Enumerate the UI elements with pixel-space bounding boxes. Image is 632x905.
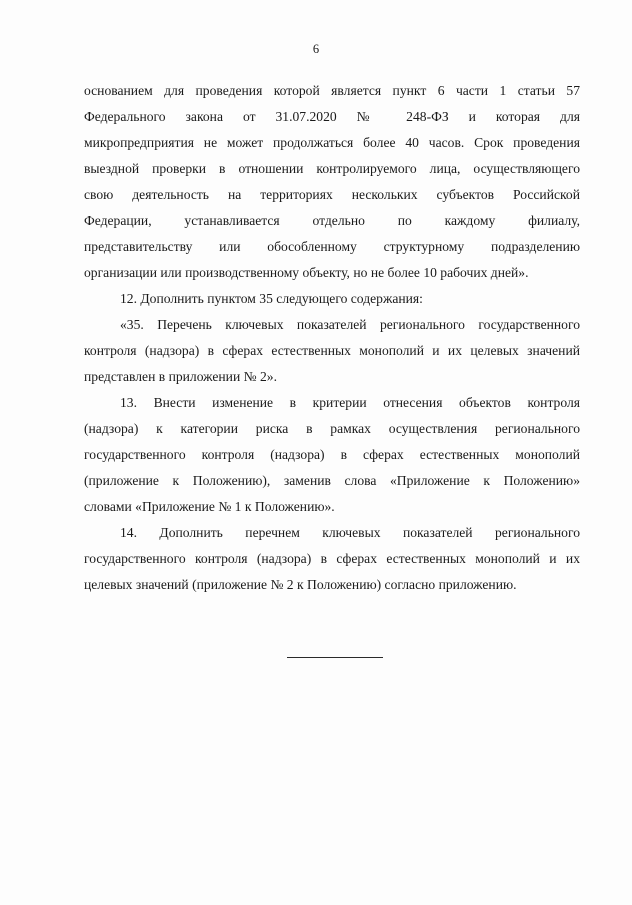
end-divider-line	[287, 657, 383, 658]
text-line: целевых значений (приложение № 2 к Положению) согласно приложению.	[84, 577, 517, 592]
text-line: словами «Приложение № 1 к Положению».	[84, 499, 335, 514]
text-line: выездной проверки в отношении контролируемого лица, осуществляющего	[84, 161, 580, 176]
text-line: государственного контроля (надзора) в сферах естественных монополий	[84, 447, 580, 462]
text-line: представительству или обособленному структурному подразделению	[84, 239, 580, 254]
text-line: основанием для проведения которой является пункт 6 части 1 статьи 57	[84, 83, 580, 98]
text-line: организации или производственному объекту, но не более 10 рабочих дней».	[84, 265, 529, 280]
document-body	[84, 78, 580, 598]
text-line: Федерального закона от 31.07.2020 № 248-ФЗ и которая для	[84, 109, 580, 124]
text-line: государственного контроля (надзора) в сферах естественных монополий и их	[84, 551, 580, 566]
text-line: представлен в приложении № 2».	[84, 369, 277, 384]
paragraph-item-35-quote	[84, 312, 580, 390]
page-number: 6	[312, 42, 320, 56]
text-line: микропредприятия не может продолжаться более 40 часов. Срок проведения	[84, 135, 580, 150]
text-line: Федерации, устанавливается отдельно по каждому филиалу,	[84, 213, 580, 228]
paragraph-item-12	[84, 286, 580, 312]
text-line: (надзора) к категории риска в рамках осуществления регионального	[84, 421, 580, 436]
paragraph-continuation	[84, 78, 580, 286]
text-line: «35. Перечень ключевых показателей регионального государственного	[120, 317, 580, 332]
paragraph-item-13	[84, 390, 580, 520]
text-line: контроля (надзора) в сферах естественных монополий и их целевых значений	[84, 343, 580, 358]
text-line: (приложение к Положению), заменив слова «Приложение к Положению»	[84, 473, 580, 488]
text-line: 12. Дополнить пунктом 35 следующего содержания:	[120, 291, 423, 306]
text-line: 13. Внести изменение в критерии отнесения объектов контроля	[120, 395, 580, 410]
text-line: 14. Дополнить перечнем ключевых показателей регионального	[120, 525, 580, 540]
text-line: свою деятельность на территориях нескольких субъектов Российской	[84, 187, 580, 202]
paragraph-item-14	[84, 520, 580, 598]
